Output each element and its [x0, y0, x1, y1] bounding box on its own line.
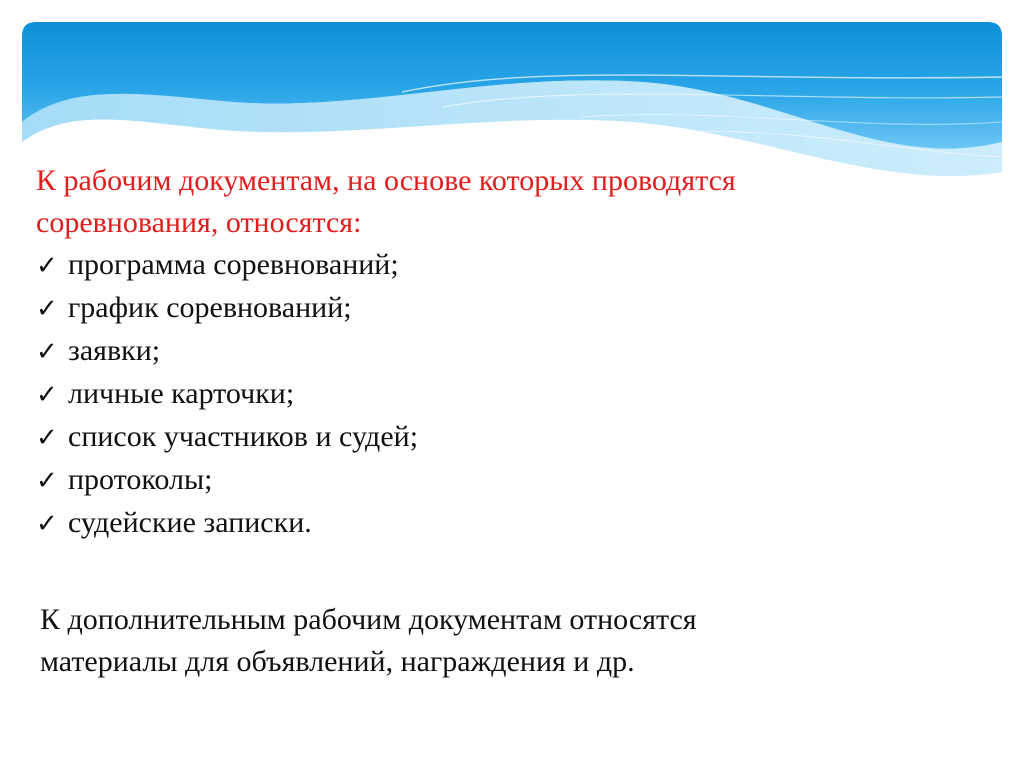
list-item	[36, 244, 936, 287]
list-item-label: программа соревнований;	[68, 248, 399, 281]
check-icon: ✓	[36, 337, 58, 367]
list-item-label: судейские записки.	[68, 506, 312, 539]
list-item	[36, 416, 936, 459]
additional-documents-note	[40, 599, 936, 683]
list-item-label: список участников и судей;	[68, 420, 419, 453]
check-icon: ✓	[36, 294, 58, 324]
list-item	[36, 330, 936, 373]
check-icon: ✓	[36, 509, 58, 539]
list-item-label: заявки;	[68, 334, 161, 367]
note-line: материалы для объявлений, награждения и др.	[40, 645, 635, 678]
intro-line: соревнования, относятся:	[36, 206, 362, 239]
list-item	[36, 459, 936, 502]
check-icon: ✓	[36, 251, 58, 281]
list-item	[36, 287, 936, 330]
slide-content	[36, 160, 936, 683]
list-item-label: личные карточки;	[68, 377, 295, 410]
list-item-label: график соревнований;	[68, 291, 352, 324]
documents-list	[36, 244, 936, 545]
note-line: К дополнительным рабочим документам относятся	[40, 603, 697, 636]
check-icon: ✓	[36, 380, 58, 410]
check-icon: ✓	[36, 423, 58, 453]
list-item-label: протоколы;	[68, 463, 213, 496]
intro-text	[36, 160, 936, 244]
intro-line: К рабочим документам, на основе которых проводятся	[36, 164, 736, 197]
list-item	[36, 502, 936, 545]
list-item	[36, 373, 936, 416]
check-icon: ✓	[36, 466, 58, 496]
